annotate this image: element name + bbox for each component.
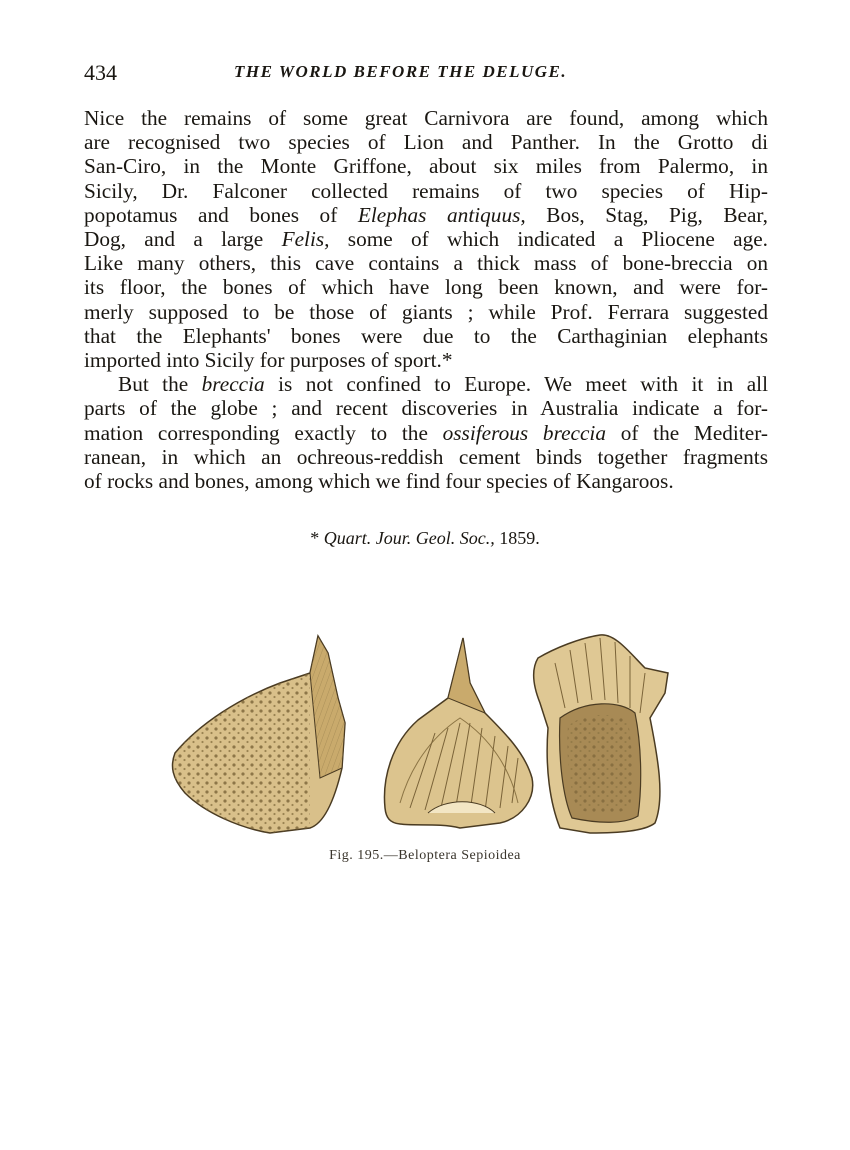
text-line: are recognised two species of Lion and Panther. In the Grotto di [84, 130, 768, 155]
running-title: THE WORLD BEFORE THE DELUGE. [234, 62, 568, 81]
text-span: is not confined to Europe. We meet with it in all [264, 372, 769, 397]
footnote-year: 1859. [494, 528, 540, 548]
text-line: Like many others, this cave contains a thick mass of bone-breccia on [84, 251, 768, 276]
text-span: popotamus and bones of [84, 202, 358, 227]
body-text [84, 106, 768, 493]
footnote [0, 528, 850, 549]
fossil-illustration [160, 628, 680, 843]
text-line [84, 421, 768, 445]
text-line [84, 203, 768, 227]
page-header [84, 60, 768, 90]
text-line: Sicily, Dr. Falconer collected remains of two species of Hip- [84, 178, 768, 203]
text-line: merly supposed to be those of giants ; while Prof. Ferrara suggested [84, 299, 768, 324]
text-line: Nice the remains of some great Carnivora are found, among which [84, 106, 768, 130]
italic-span: breccia [201, 372, 265, 397]
text-span: Dog, and a large [84, 227, 282, 252]
italic-span: ossiferous breccia [442, 420, 606, 445]
text-line: that the Elephants' bones were due to the Carthaginian elephants [84, 323, 768, 348]
text-line: ranean, in which an ochreous-reddish cement binds together fragments [84, 444, 768, 469]
fossil-view-middle [384, 638, 532, 828]
italic-span: Elephas antiquus, [357, 202, 526, 227]
text-span: of the Mediter- [606, 420, 768, 445]
figure-caption: Fig. 195.—Beloptera Sepioidea [329, 848, 521, 863]
footnote-citation: Quart. Jour. Geol. Soc., [323, 528, 495, 548]
text-line: its floor, the bones of which have long been known, and were for- [84, 275, 768, 300]
text-line: parts of the globe ; and recent discoveries in Australia indicate a for- [84, 396, 768, 421]
text-span: mation corresponding exactly to the [84, 420, 443, 445]
fossil-view-right [534, 635, 668, 833]
italic-span: Felis, [281, 227, 330, 252]
text-span: But the [118, 372, 202, 397]
fossil-view-left [172, 636, 345, 833]
text-span: Bos, Stag, Pig, Bear, [525, 202, 768, 227]
footnote-marker: * [310, 528, 324, 548]
page-number: 434 [84, 60, 117, 85]
text-line [84, 372, 768, 396]
text-line: of rocks and bones, among which we find four species of Kangaroos. [84, 469, 674, 494]
text-line [84, 227, 768, 251]
text-line: San-Ciro, in the Monte Griffone, about six miles from Palermo, in [84, 154, 768, 179]
text-span: some of which indicated a Pliocene age. [329, 227, 768, 252]
text-line: imported into Sicily for purposes of sport.* [84, 348, 453, 373]
